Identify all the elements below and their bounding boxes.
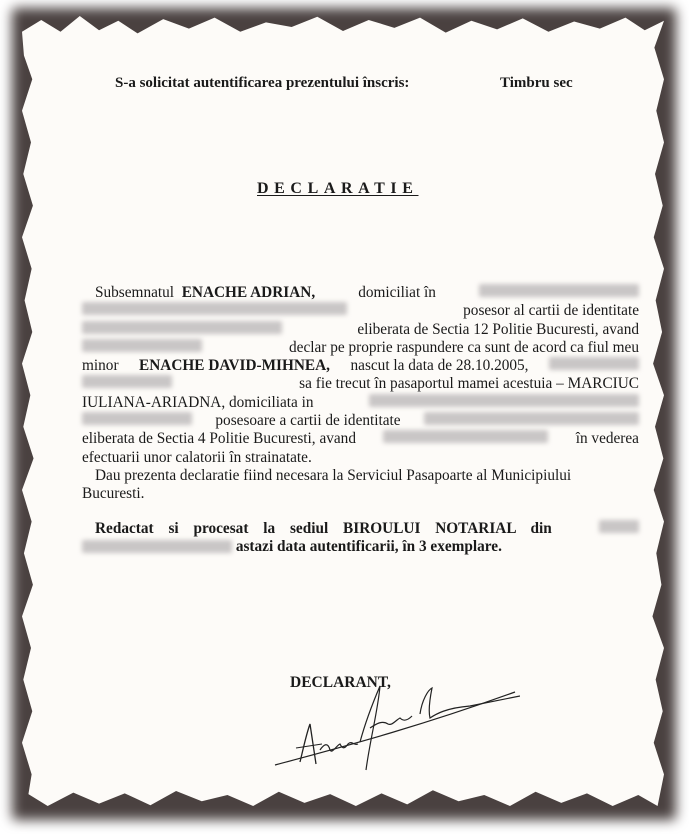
body-line-5 [82, 357, 639, 375]
body-line-6 [82, 375, 639, 393]
redacted-address-declarant [479, 284, 639, 297]
text: eliberata de Sectia 12 Politie Bucuresti, avand [357, 320, 639, 338]
redacted-cnp-mother [383, 430, 548, 443]
body-line-9 [82, 430, 639, 448]
redacted-id-series-declarant [82, 321, 282, 334]
declarant-name: ENACHE ADRIAN, [181, 284, 316, 301]
text: posesoare a cartii de identitate [215, 412, 401, 430]
body-line-8 [82, 412, 639, 430]
redacted-notary-address-cont [82, 540, 232, 553]
text: Subsemnatul [95, 284, 175, 301]
text: posesor al cartii de identitate [463, 302, 639, 320]
redacted-cnp-declarant [82, 339, 202, 352]
notary-text: Redactat si procesat la sediul BIROULUI NOTARIAL din [95, 519, 552, 537]
redacted-address-declarant-cont [82, 302, 347, 315]
text: nascut la data de 28.10.2005, [350, 357, 529, 375]
notary-text: astazi data autentificarii, în 3 exemplare. [235, 537, 502, 555]
text: minor [82, 357, 119, 375]
body-line-12: Bucuresti. [82, 485, 145, 503]
notary-line-2 [82, 538, 639, 556]
redacted-cnp-minor-cont [82, 375, 172, 388]
redacted-notary-address [599, 520, 639, 533]
text: domiciliat în [358, 284, 436, 301]
body-line-3 [82, 321, 639, 339]
signature-icon [270, 680, 520, 780]
dry-stamp-label: Timbru sec [500, 75, 573, 91]
authentication-request-label: S-a solicitat autentificarea prezentului înscris: [115, 75, 410, 91]
text: eliberata de Sectia 4 Politie Bucuresti, avand [82, 430, 356, 448]
document-title: DECLARATIE [257, 180, 419, 197]
body-line-7 [82, 394, 639, 412]
redacted-id-series-mother [424, 412, 639, 425]
body-line-11: Dau prezenta declaratie fiind necesara la Serviciul Pasapoarte al Municipiului [95, 466, 572, 484]
body-line-2 [82, 302, 639, 320]
mother-name-and-domicile: IULIANA-ARIADNA, domiciliata in [82, 393, 314, 411]
body-line-10: efectuarii unor calatorii în strainatate. [82, 448, 312, 466]
text: în vederea [575, 430, 639, 448]
declarant-label: DECLARANT, [290, 674, 391, 691]
redacted-address-mother [369, 394, 639, 407]
redacted-cnp-minor [549, 357, 639, 370]
notary-line-1 [95, 520, 639, 538]
declaration-body [82, 284, 639, 556]
redacted-address-mother-cont [82, 412, 192, 425]
text: sa fie trecut în pasaportul mamei acestuia – MARCIUC [299, 375, 639, 393]
minor-name: ENACHE DAVID-MIHNEA, [139, 357, 330, 375]
body-line-1 [95, 284, 639, 302]
text: declar pe proprie raspundere ca sunt de acord ca fiul meu [289, 338, 639, 356]
body-line-4 [82, 339, 639, 357]
